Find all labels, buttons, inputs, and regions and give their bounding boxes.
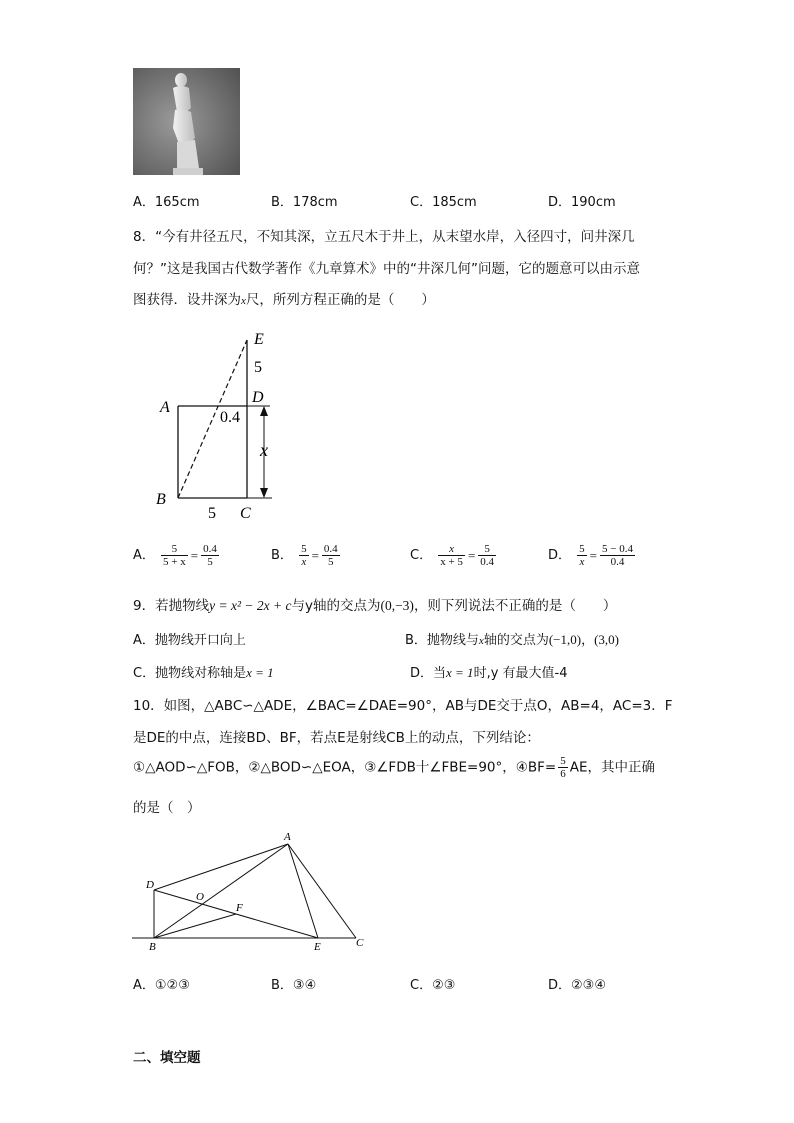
q8-b-rnum: 0.4	[323, 543, 338, 555]
q8-a-lden: 5 + x	[163, 556, 186, 568]
q9-option-b-b: 轴的交点为	[483, 633, 549, 648]
q10-stem-line1: 10．如图，△ABC∽△ADE，∠BAC=∠DAE=90°，AB与DE交于点O，AB=4，AC=3．F	[133, 698, 673, 714]
q8-well-diagram	[150, 328, 290, 523]
q10-option-c: C．②③	[410, 978, 456, 993]
q8-a-rden: 5	[207, 556, 213, 568]
q8-c-rden: 0.4	[480, 556, 495, 568]
q8-label-x: x	[260, 440, 268, 460]
q9-option-d-b: 时,y 有最大值-4	[473, 666, 568, 681]
q10-label-e: E	[314, 941, 321, 953]
q8-label-e: E	[254, 331, 264, 348]
q10-triangle-diagram	[130, 826, 370, 954]
q9-option-d-eq: x = 1	[446, 665, 474, 680]
q10-label-c: C	[356, 937, 364, 949]
q8-option-a-letter: A．	[133, 548, 155, 563]
q8-a-rnum: 0.4	[203, 543, 217, 555]
q9-option-d-a: D．当	[410, 666, 447, 681]
q8-option-a: A． $\frac{5}{5 + x}$ = $\frac{0.4}{5}$	[133, 543, 217, 568]
q8-d-rnum: 5 − 0.4	[602, 543, 633, 555]
q8-option-b-letter: B．	[271, 548, 293, 563]
q8-label-c: C	[240, 505, 251, 522]
q10-option-b: B．③④	[271, 978, 317, 993]
q7-option-c: C．185cm	[410, 195, 477, 210]
q8-d-lnum: 5	[579, 543, 585, 555]
q10-stem-line3-b: AE，其中正确	[569, 759, 655, 776]
q8-option-c: C． $\frac{x}{x + 5}$ = $\frac{5}{0.4}$	[410, 543, 495, 568]
q8-label-b: B	[156, 491, 166, 508]
q10-option-d: D．②③④	[548, 978, 606, 993]
q8-b-rden: 5	[328, 556, 334, 568]
q8-variable: x	[241, 295, 246, 307]
q9-option-b-p1: (−1,0)	[548, 632, 582, 647]
q10-frac-den: 6	[560, 768, 566, 780]
q9-option-b-a: B．抛物线与	[405, 633, 479, 648]
q10-stem-line2: 是DE的中点，连接BD、BF，若点E是射线CB上的动点，下列结论：	[133, 730, 540, 746]
statue-photo	[133, 68, 240, 175]
section-heading: 二、填空题	[133, 1050, 201, 1066]
q10-label-d: D	[146, 879, 154, 891]
q8-b-lnum: 5	[301, 543, 307, 555]
q8-label-5-bottom: 5	[208, 505, 216, 522]
q8-d-lden: x	[579, 556, 585, 568]
q8-a-lnum: 5	[161, 543, 188, 556]
q8-option-b: B． $\frac{5}{x}$ = $\frac{0.4}{5}$	[271, 543, 338, 568]
q10-frac-num: 5	[560, 755, 566, 767]
q8-d-rden: 0.4	[610, 556, 625, 568]
q9-option-c	[133, 662, 274, 681]
q8-stem-line1: 8．“今有井径五尺，不知其深，立五尺木于井上，从末望水岸，入径四寸，问井深几	[133, 229, 635, 245]
q8-c-lnum: x	[438, 543, 465, 556]
q10-stem-line4: 的是（ ）	[133, 800, 201, 816]
q8-stem-line3-b: 尺，所列方程正确的是（ ）	[245, 292, 435, 308]
q8-c-rnum: 5	[478, 543, 496, 556]
q9-formula: y = x² − 2x + c	[209, 598, 292, 613]
q9-stem-b: 与y轴的交点为	[291, 598, 381, 614]
q9-option-b-var: x	[478, 635, 484, 647]
q8-label-d: D	[252, 389, 264, 406]
q8-stem-line3	[133, 288, 435, 308]
q10-label-a: A	[284, 831, 291, 843]
q8-stem-line3-a: 图获得．设井深为	[133, 292, 241, 308]
q10-option-a: A．①②③	[133, 978, 190, 993]
q9-option-c-eq: x = 1	[246, 665, 274, 680]
q9-stem	[133, 594, 616, 614]
q9-point: (0,−3)	[380, 598, 414, 613]
q8-label-04: 0.4	[220, 409, 240, 426]
q8-label-a: A	[160, 399, 170, 416]
q10-label-f: F	[236, 902, 243, 914]
q8-option-d: D． $\frac{5}{x}$ = $\frac{5 - 0.4}{0.4}$	[548, 543, 633, 568]
q10-stem-line3	[133, 755, 655, 780]
q7-option-b: B．178cm	[271, 195, 338, 210]
q10-stem-line3-a: ①△AOD∽△FOB，②△BOD∽△EOA，③∠FDB十∠FBE=90°，④BF=	[133, 759, 557, 776]
q9-option-b-p2: (3,0)	[594, 632, 620, 647]
q8-option-c-letter: C．	[410, 548, 433, 563]
q9-stem-c: ，则下列说法不正确的是（ ）	[413, 598, 617, 614]
q9-option-b-sep: ，	[581, 633, 595, 648]
q8-label-5-top: 5	[254, 359, 262, 376]
q8-b-lden: x	[301, 556, 307, 568]
q9-option-c-a: C．抛物线对称轴是	[133, 666, 247, 681]
q7-option-a: A．165cm	[133, 195, 200, 210]
q7-option-d: D．190cm	[548, 195, 616, 210]
q9-option-b	[405, 629, 619, 648]
q10-label-o: O	[196, 891, 204, 903]
q9-stem-a: 9．若抛物线	[133, 598, 210, 614]
q9-option-d	[410, 662, 567, 681]
q10-label-b: B	[149, 941, 156, 953]
q8-option-d-letter: D．	[548, 548, 572, 563]
q8-c-lden: x + 5	[440, 556, 463, 568]
q9-option-a: A．抛物线开口向上	[133, 633, 246, 648]
q8-stem-line2: 何？”这是我国古代数学著作《九章算术》中的“井深几何”问题，它的题意可以由示意	[133, 261, 640, 277]
